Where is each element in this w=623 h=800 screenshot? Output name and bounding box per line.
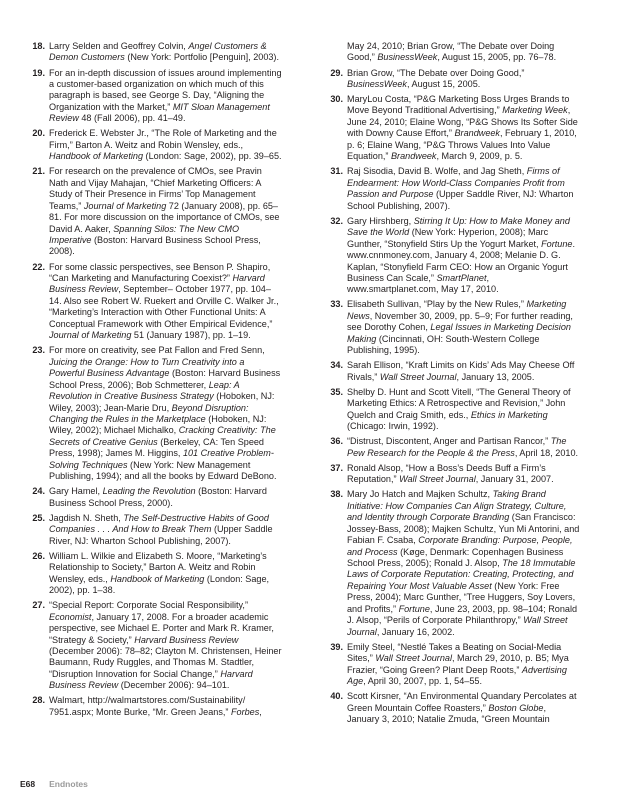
endnotes-column-right (318, 41, 580, 729)
endnote-text: May 24, 2010; Brian Grow, “The Debate over Doing Good,” BusinessWeek, August 15, 2005, pp. 76–78. (347, 41, 557, 63)
endnote (318, 642, 580, 688)
endnote (318, 166, 580, 212)
endnote (20, 695, 282, 718)
endnote (318, 387, 580, 433)
endnote-text: William L. Wilkie and Elizabeth S. Moore, “Marketing’s Relationship to Society,” Barton A. Weitz and Robin Wensley, eds., Handbook of Marketing (London: Sage, 2002), pp. 1–38. (49, 550, 270, 596)
endnote-text: Brian Grow, “The Debate over Doing Good,” BusinessWeek, August 15, 2005. (347, 67, 525, 89)
endnote-text: Scott Kirsner, “An Environmental Quandary Percolates at Green Mountain Coffee Roasters,” Boston Globe, January 3, 2010; Natalie Zmuda, “Green Mountain (347, 691, 577, 725)
page-footer (20, 779, 88, 789)
endnote (318, 299, 580, 356)
endnote-text: For an in-depth discussion of issues around implementing a customer-based organization on which much of this paragraph is based, see George S. Day, “Aligning the Organization with the Market,” MIT Sloan Management Review 48 (Fall 2006), pp. 41–49. (49, 67, 282, 124)
endnote (318, 436, 580, 459)
endnote-text: For more on creativity, see Pat Fallon and Fred Senn, Juicing the Orange: How to Turn Creativity into a Powerful Business Advantage (Boston: Harvard Business School Press, 2006); Bob Schmetterer, Leap: A Revolution in Creative Business Strategy (Hoboken, NJ: Wiley, 2003); Jean-Marie Dru, Beyond Disruption: Changing the Rules in the Marketplace (Hoboken, NJ: Wiley, 2002); Michael Michalko, Cracking Creativity: The Secrets of Creative Genius (Berkeley, CA: Ten Speed Press, 1998); James M. Higgins, 101 Creative Problem-Solving Techniques (New York: New Management Publishing, 1994); and all the books by Edward DeBono. (49, 345, 281, 482)
endnote-number: 37. (330, 462, 343, 473)
endnote-text: Ronald Alsop, “How a Boss’s Deeds Buff a Firm’s Reputation,” Wall Street Journal, January 31, 2007. (347, 462, 554, 485)
endnote-text: “Distrust, Discontent, Anger and Partisan Rancor,” The Pew Research for the People & the Press, April 18, 2010. (347, 436, 579, 458)
endnote-number: 31. (330, 166, 343, 177)
endnote-number: 21. (32, 166, 45, 177)
endnote-text: Shelby D. Hunt and Scott Vitell, “The General Theory of Marketing Ethics: A Retrospective and Revision,” John Quelch and Craig Smith, eds., Ethics in Marketing (Chicago: Irwin, 1992). (347, 386, 571, 432)
endnote-text: Jagdish N. Sheth, The Self-Destructive Habits of Good Companies . . . And How to Break Them (Upper Saddle River, NJ: Wharton School Publishing, 2007). (49, 512, 273, 546)
endnote-text: MaryLou Costa, “P&G Marketing Boss Urges Brands to Move Beyond Traditional Advertising,” Marketing Week, June 24, 2010; Elaine Wong, “P&G Shows Its Softer Side with Downy Cause Effort,” Brandweek, February 1, 2010, p. 6; Elaine Wang, “P&G Throws Values Into Value Equation,” Brandweek, March 9, 2009, p. 5. (347, 94, 578, 162)
endnote (318, 94, 580, 163)
endnote-number: 38. (330, 489, 343, 500)
endnote (318, 216, 580, 296)
endnote-number: 26. (32, 550, 45, 561)
endnote-number: 29. (330, 67, 343, 78)
endnote (20, 600, 282, 692)
endnote-number: 23. (32, 345, 45, 356)
endnote-number: 34. (330, 360, 343, 371)
endnote-text: Sarah Ellison, “Kraft Limits on Kids’ Ads May Cheese Off Rivals,” Wall Street Journal, January 13, 2005. (347, 360, 575, 382)
endnote (318, 691, 580, 725)
endnote-number: 20. (32, 128, 45, 139)
endnote-number: 35. (330, 386, 343, 397)
endnote (20, 345, 282, 482)
endnote-text: Walmart, http://walmartstores.com/Sustainability/ 7951.aspx; Monte Burke, “Mr. Green Jeans,” Forbes, (49, 695, 262, 717)
endnote-text: Frederick E. Webster Jr., “The Role of Marketing and the Firm,” Barton A. Weitz and Robin Wensley, eds., Handbook of Marketing (London: Sage, 2002), pp. 39–65. (49, 128, 282, 162)
endnote (318, 41, 580, 64)
endnote-text: Raj Sisodia, David B. Wolfe, and Jag Sheth, Firms of Endearment: How World-Class Companies Profit from Passion and Purpose (Upper Saddle River, NJ: Wharton School Publishing, 2007). (347, 166, 574, 211)
endnote-number: 28. (32, 695, 45, 706)
endnote (20, 262, 282, 342)
endnote-text: Larry Selden and Geoffrey Colvin, Angel Customers & Demon Customers (New York: Portfolio [Penguin], 2003). (49, 41, 279, 63)
endnote-text: For some classic perspectives, see Benson P. Shapiro, “Can Marketing and Manufacturing Coexist?” Harvard Business Review, September– October 1977, pp. 104–14. Also see Robert W. Ruekert and Orville C. Walker Jr., “Marketing’s Interaction with Other Functional Units: A Conceptual Framework with Other Empirical Evidence,” Journal of Marketing 51 (January 1987), pp. 1–19. (49, 261, 279, 341)
endnote (20, 551, 282, 597)
endnote (20, 68, 282, 125)
endnote-number: 33. (330, 299, 343, 310)
endnote (20, 486, 282, 509)
endnote-number: 22. (32, 261, 45, 272)
endnote (318, 463, 580, 486)
endnote (318, 360, 580, 383)
endnote-text: Gary Hamel, Leading the Revolution (Boston: Harvard Business School Press, 2000). (49, 486, 267, 508)
endnote-number: 27. (32, 600, 45, 611)
endnote-number: 25. (32, 512, 45, 523)
page-number: E68 (20, 779, 36, 789)
endnote (318, 68, 580, 91)
endnote-number: 39. (330, 641, 343, 652)
endnote-number: 32. (330, 215, 343, 226)
endnote-text: Elisabeth Sullivan, “Play by the New Rules,” Marketing News, November 30, 2009, pp. 5–9; For further reading, see Dorothy Cohen, Legal Issues in Marketing Decision Making (Cincinnati, OH: South-Western College Publishing, 1995). (347, 299, 573, 356)
endnote-number: 40. (330, 691, 343, 702)
endnote (20, 128, 282, 162)
running-footer-title: Endnotes (49, 779, 88, 789)
endnote (20, 513, 282, 547)
endnotes-column-left (20, 41, 282, 722)
endnote (20, 166, 282, 258)
endnote-text: Mary Jo Hatch and Majken Schultz, Taking Brand Initiative: How Companies Can Align Strategy, Culture, and Identity through Corporate Branding (San Francisco: Jossey-Bass, 2008); Majken Schultz, Yun Mi Antorini, and Fabian F. Csaba, Corporate Branding: Purpose, People, and Process (Køge, Denmark: Copenhagen Business School Press, 2005); Ronald J. Alsop, The 18 Immutable Laws of Corporate Reputation: Creating, Protecting, and Repairing Your Most Valuable Asset (New York: Free Press, 2004); Marc Gunther, “Tree Huggers, Soy Lovers, and Profits,” Fortune, June 23, 2003, pp. 98–104; Ronald J. Alsop, “Perils of Corporate Philanthropy,” Wall Street Journal, January 16, 2002. (347, 489, 580, 637)
endnote-number: 24. (32, 486, 45, 497)
endnote-number: 19. (32, 67, 45, 78)
endnote-number: 18. (32, 41, 45, 51)
endnote-text: For research on the prevalence of CMOs, see Pravin Nath and Vijay Mahajan, “Chief Marketing Officers: A Study of Their Presence in Firms’ Top Management Teams,” Journal of Marketing 72 (January 2008), pp. 65–81. For more discussion on the importance of CMOs, see David A. Aaker, Spanning Silos: The New CMO Imperative (Boston: Harvard Business School Press, 2008). (49, 166, 280, 257)
endnote-text: Emily Steel, “Nestlé Takes a Beating on Social-Media Sites,” Wall Street Journal, March 29, 2010, p. B5; Mya Frazier, “Going Green? Plant Deep Roots,” Advertising Age, April 30, 2007, pp. 1, 54–55. (347, 641, 569, 687)
endnote (318, 489, 580, 638)
endnote-text: Gary Hirshberg, Stirring It Up: How to Make Money and Save the World (New York: Hyperion, 2008); Marc Gunther, “Stonyfield Stirs Up the Yogurt Market, Fortune. www.cnnmoney.com, January 4, 2008; Melanie D. G. Kaplan, “Stonyfield Farm CEO: How an Organic Yogurt Business Can Scale,” SmartPlanet, www.smartplanet.com, May 17, 2010. (347, 215, 575, 295)
endnote-text: “Special Report: Corporate Social Responsibility,” Economist, January 17, 2008. For a broader academic perspective, see Michael E. Porter and Mark R. Kramer, “Strategy & Society,” Harvard Business Review (December 2006): 78–82; Clayton M. Christensen, Heiner Baumann, Rudy Ruggles, and Thomas M. Stadtler, “Disruption Innovation for Social Change,” Harvard Business Review (December 2006): 94–101. (49, 600, 282, 691)
endnote (20, 41, 282, 64)
endnote-number: 30. (330, 94, 343, 104)
endnote-number: 36. (330, 436, 343, 447)
